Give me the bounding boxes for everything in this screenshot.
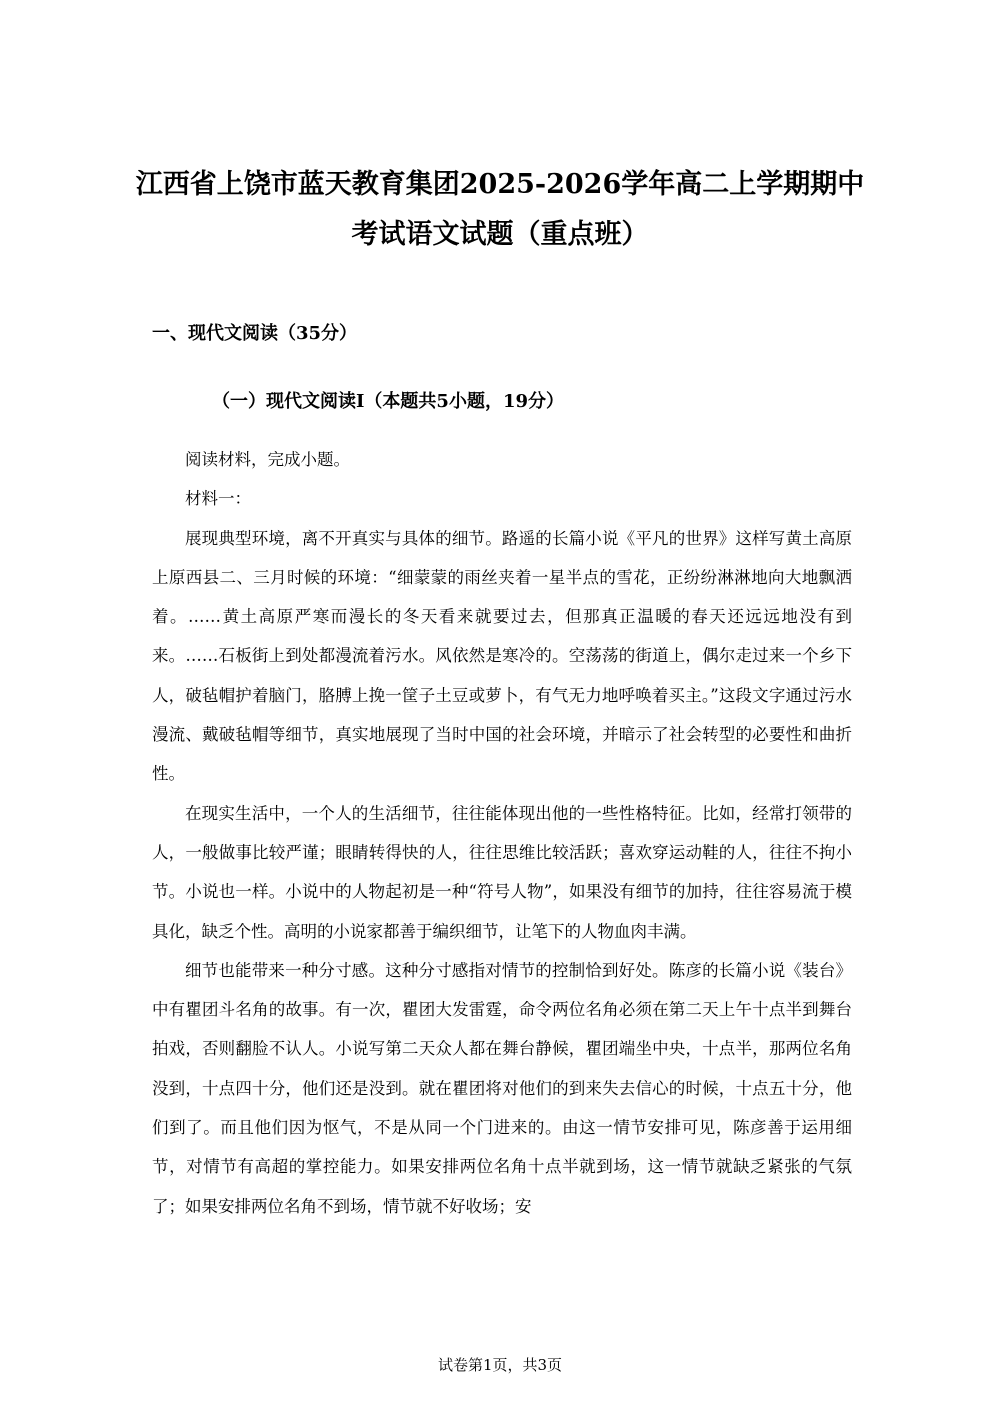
paragraph: 在现实生活中，一个人的生活细节，往往能体现出他的一些性格特征。比如，经常打领带的人，一般做事比较严谨；眼睛转得快的人，往往思维比较活跃；喜欢穿运动鞋的人，往往不拘小节。小说也一样。小说中的人物起初是一种“符号人物”，如果没有细节的加持，往往容易流于模具化，缺乏个性。高明的小说家都善于编织细节，让笔下的人物血肉丰满。 [152,803,852,941]
subsection-heading: （一）现代文阅读Ⅰ（本题共5小题，19分） [212,391,564,412]
reading-material [152,440,852,1226]
document-title-line-1: 江西省上饶市蓝天教育集团2025-2026学年高二上学期期中 [135,169,865,200]
document-title-line-2: 考试语文试题（重点班） [351,219,649,250]
material-label: 材料一： [185,489,251,509]
paragraph: 展现典型环境，离不开真实与具体的细节。路遥的长篇小说《平凡的世界》这样写黄土高原上原西县二、三月时候的环境：“细蒙蒙的雨丝夹着一星半点的雪花，正纷纷淋淋地向大地飘洒着。……黄土高原严寒而漫长的冬天看来就要过去，但那真正温暖的春天还远远地没有到来。……石板街上到处都漫流着污水。风依然是寒冷的。空荡荡的街道上，偶尔走过来一个乡下人，破毡帽护着脑门，胳膊上挽一筐子土豆或萝卜，有气无力地呼唤着买主。”这段文字通过污水漫流、戴破毡帽等细节，真实地展现了当时中国的社会环境，并暗示了社会转型的必要性和曲折性。 [152,528,852,784]
page-footer: 试卷第1页，共3页 [437,1356,563,1374]
section-heading: 一、现代文阅读（35分） [152,323,358,344]
paragraph: 细节也能带来一种分寸感。这种分寸感指对情节的控制恰到好处。陈彦的长篇小说《装台》中有瞿团斗名角的故事。有一次，瞿团大发雷霆，命令两位名角必须在第二天上午十点半到舞台拍戏，否则翻脸不认人。小说写第二天众人都在舞台静候，瞿团端坐中央，十点半，那两位名角没到，十点四十分，他们还是没到。就在瞿团将对他们的到来失去信心的时候，十点五十分，他们到了。而且他们因为怄气，不是从同一个门进来的。由这一情节安排可见，陈彦善于运用细节，对情节有高超的掌控能力。如果安排两位名角十点半就到场，这一情节就缺乏紧张的气氛了；如果安排两位名角不到场，情节就不好收场；安 [152,960,852,1216]
instruction-text: 阅读材料，完成小题。 [185,450,350,469]
